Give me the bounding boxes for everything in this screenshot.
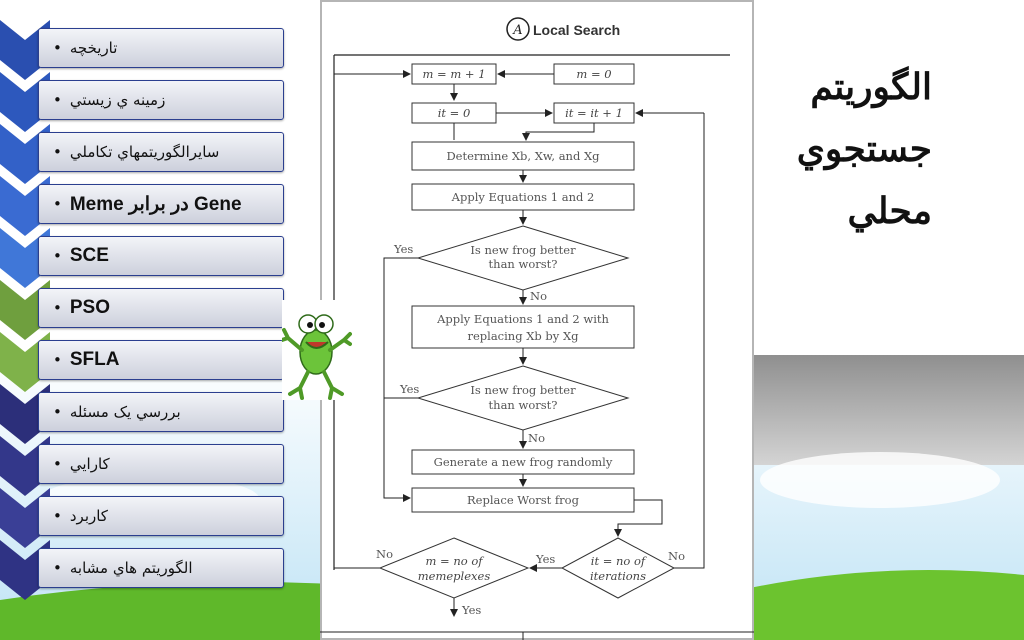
m-increment-label: m = m + 1 [422,67,486,81]
flowchart-title: Local Search [533,22,621,38]
memeplexes-check-line2: memeplexes [417,569,491,583]
decision-2-line2: than worst? [488,398,558,412]
decision-1-yes: Yes [394,242,414,256]
decision-2-line1: Is new frog better [470,383,576,397]
bullet: • [53,299,62,317]
it-reset-label: it = 0 [437,106,471,120]
bullet: • [53,351,62,369]
nav-item-similar-algorithms[interactable] [38,548,284,588]
iterations-check-yes: Yes [536,552,556,566]
nav-item-label: SFLA [69,349,120,370]
nav-item-sfla[interactable] [38,340,284,380]
connector-a-label: A [513,23,523,38]
apply-2-line2: replacing Xb by Xg [467,329,579,343]
nav-item-label: تاريخچه [69,39,118,57]
nav-item-label: سايرالگوريتمهاي تکاملي [69,143,220,161]
nav-item-label: Meme در برابر Gene [69,193,242,215]
bullet: • [53,247,62,265]
bullet: • [53,403,62,421]
bullet: • [53,455,62,473]
slide-title-line: جستجوي [796,128,932,170]
decision-1-no: No [530,289,547,303]
bullet: • [53,91,62,109]
nav-item-meme-vs-gene[interactable] [38,184,284,224]
nav-item-problem-review[interactable] [38,392,284,432]
slide-title-line: محلي [847,190,932,232]
bullet: • [53,507,62,525]
determine-label: Determine Xb, Xw, and Xg [446,149,600,163]
decision-1-line2: than worst? [488,257,558,271]
nav-item-sce[interactable] [38,236,284,276]
generate-label: Generate a new frog randomly [433,455,613,469]
memeplexes-check-yes: Yes [462,603,482,617]
it-increment-label: it = it + 1 [565,106,623,120]
replace-label: Replace Worst frog [467,493,579,507]
nav-item-other-evolutionary-algorithms[interactable] [38,132,284,172]
frog-icon [282,300,352,400]
nav-item-label: PSO [69,297,110,318]
apply-label: Apply Equations 1 and 2 [451,190,595,204]
iterations-check-line1: it = no of [590,554,646,568]
nav-item-pso[interactable] [38,288,284,328]
apply-2-line1: Apply Equations 1 and 2 with [437,312,609,326]
decision-1-line1: Is new frog better [470,243,576,257]
bullet: • [53,143,62,161]
nav-item-label: الگوريتم هاي مشابه [69,559,193,577]
nav-item-label: کارايي [69,455,110,473]
nav-item-biological-background[interactable] [38,80,284,120]
local-search-flowchart [320,0,754,640]
bullet: • [53,195,62,213]
decision-2-no: No [528,431,545,445]
bullet: • [53,39,62,57]
nav-item-applications[interactable] [38,496,284,536]
m-reset-label: m = 0 [576,67,612,81]
cloud [760,452,1000,508]
nav-item-label: زمينه ي زيستي [69,91,166,109]
nav-item-label: SCE [69,245,109,266]
nav-item-label: کاربرد [69,507,108,525]
left-nav [0,20,290,620]
nav-item-history[interactable] [38,28,284,68]
slide-title-line: الگوريتم [810,66,932,108]
iterations-check-line2: iterations [590,569,646,583]
bullet: • [53,559,62,577]
memeplexes-check-no: No [376,547,393,561]
nav-item-label: بررسي يک مسئله [69,403,181,421]
iterations-check-no: No [668,549,685,563]
memeplexes-check-line1: m = no of [425,554,483,568]
nav-item-performance[interactable] [38,444,284,484]
decision-2-yes: Yes [400,382,420,396]
